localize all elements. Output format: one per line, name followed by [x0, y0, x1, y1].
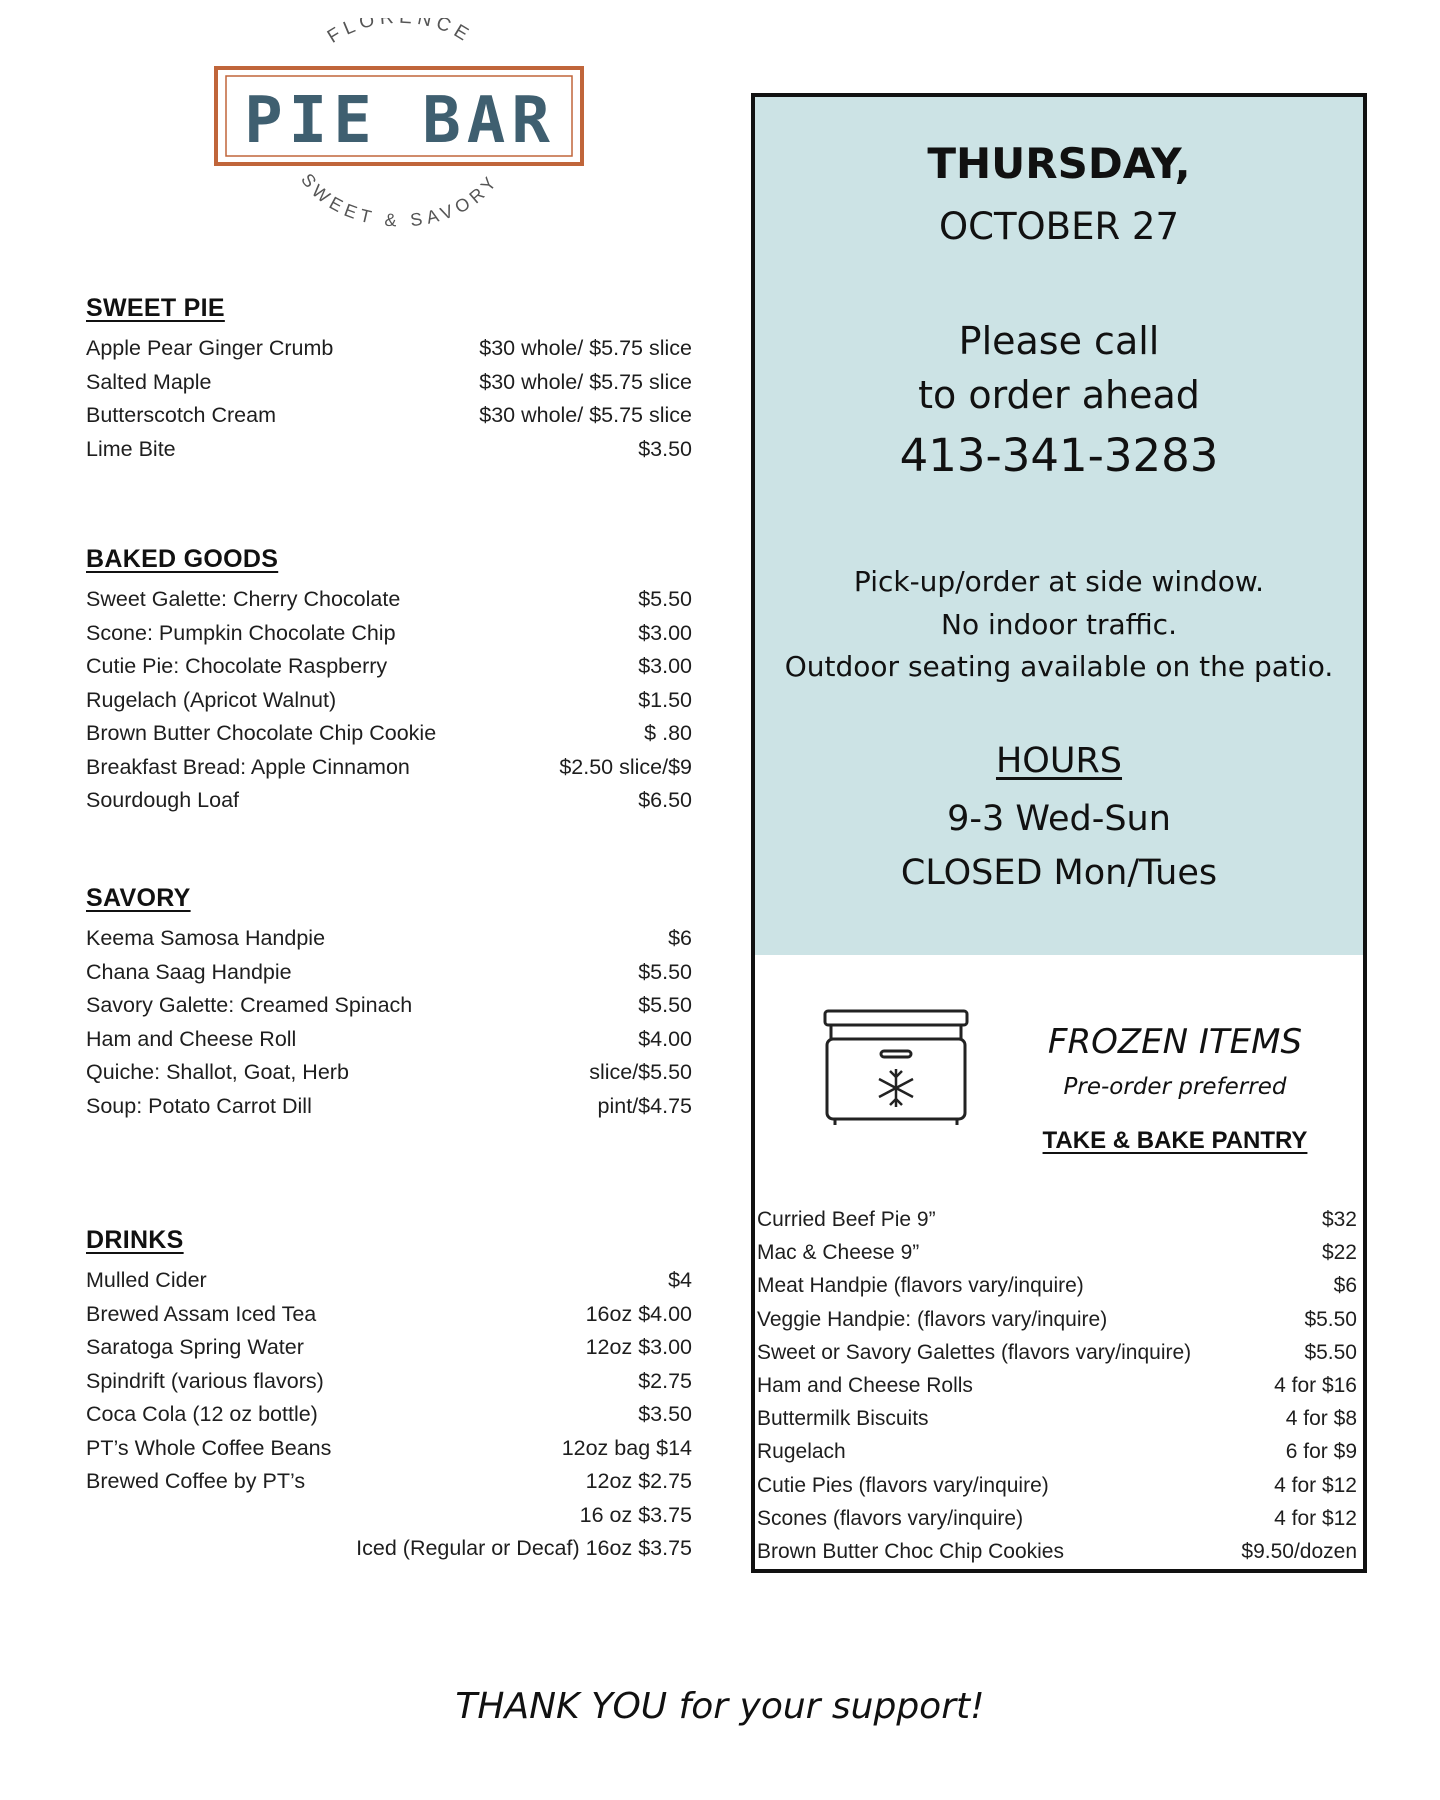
item-name: Sweet or Savory Galettes (flavors vary/inquire): [757, 1340, 1192, 1364]
logo-name: PIE BAR: [244, 84, 556, 158]
pantry-title: TAKE & BAKE PANTRY: [1042, 1127, 1308, 1154]
item-price: slice/$5.50: [589, 1060, 692, 1084]
section-title: BAKED GOODS: [86, 545, 279, 573]
item-name: Lime Bite: [86, 436, 176, 461]
item-price: Iced (Regular or Decaf) 16oz $3.75: [356, 1536, 692, 1560]
menu-item: [86, 922, 692, 956]
item-price: $6.50: [638, 788, 692, 812]
item-list: [86, 1264, 692, 1566]
svg-text:SWEET & SAVORY: [297, 170, 503, 231]
item-price: $9.50/dozen: [1241, 1539, 1357, 1563]
menu-item: [86, 1298, 692, 1332]
call-line-1: Please call: [958, 319, 1160, 363]
section-baked-goods: [86, 545, 692, 818]
menu-item: [86, 1331, 692, 1365]
pickup-line-3: Outdoor seating available on the patio.: [784, 650, 1334, 683]
item-name: Scones (flavors vary/inquire): [757, 1506, 1024, 1530]
item-name: Soup: Potato Carrot Dill: [86, 1093, 312, 1118]
menu-item: [86, 366, 692, 400]
section-sweet-pie: [86, 294, 692, 466]
date-heading: OCTOBER 27: [939, 205, 1179, 248]
item-name: Spindrift (various flavors): [86, 1368, 324, 1393]
menu-item: [757, 1236, 1357, 1269]
menu-item: [86, 1365, 692, 1399]
item-name: Ham and Cheese Roll: [86, 1026, 297, 1051]
item-price: $6: [668, 926, 692, 950]
item-name: Brewed Coffee by PT’s: [86, 1469, 306, 1493]
menu-item: [86, 956, 692, 990]
menu-item: [86, 1532, 692, 1566]
menu-item: [757, 1402, 1357, 1435]
menu-item: [86, 1432, 692, 1466]
item-name: Butterscotch Cream: [86, 403, 276, 427]
item-price: 16 oz $3.75: [579, 1502, 692, 1527]
item-price: $3.50: [638, 436, 692, 461]
item-name: Rugelach (Apricot Walnut): [86, 687, 337, 712]
day-heading: THURSDAY,: [927, 139, 1191, 188]
item-price: 4 for $16: [1274, 1373, 1357, 1397]
item-name: Buttermilk Biscuits: [757, 1407, 929, 1431]
item-name: Quiche: Shallot, Goat, Herb: [86, 1060, 349, 1084]
item-price: $5.50: [638, 587, 692, 611]
item-price: $4.00: [638, 1026, 692, 1051]
item-price: $5.50: [1304, 1307, 1357, 1331]
item-price: $5.50: [1304, 1340, 1357, 1364]
hours-title: HOURS: [995, 741, 1123, 781]
pickup-line-2: No indoor traffic.: [941, 608, 1177, 641]
item-price: $5.50: [638, 959, 692, 984]
menu-item: [86, 1023, 692, 1057]
item-price: 4 for $12: [1274, 1473, 1357, 1497]
item-name: Breakfast Bread: Apple Cinnamon: [86, 754, 410, 779]
logo-top-text: FLO NCE: [323, 18, 476, 48]
section-title: SWEET PIE: [86, 294, 225, 322]
item-price: $3.00: [638, 620, 692, 645]
pickup-line-1: Pick-up/order at side window.: [853, 565, 1265, 598]
menu-item: [86, 1499, 692, 1533]
item-price: $3.00: [638, 654, 692, 678]
item-price: $22: [1321, 1241, 1357, 1265]
item-price: $5.50: [638, 993, 692, 1017]
item-price: 12oz $2.75: [585, 1469, 692, 1493]
item-name: Scone: Pumpkin Chocolate Chip: [86, 620, 396, 645]
menu-item: [757, 1502, 1357, 1535]
item-name: Mac & Cheese 9”: [757, 1241, 920, 1265]
menu-item: [757, 1369, 1357, 1402]
menu-item: [86, 989, 692, 1023]
hours-line-1: 9-3 Wed-Sun: [947, 799, 1171, 839]
menu-item: [86, 1056, 692, 1090]
menu-item: [86, 684, 692, 718]
menu-item: [86, 717, 692, 751]
item-name: Rugelach: [757, 1440, 846, 1464]
menu-item: [86, 1398, 692, 1432]
info-box: [751, 93, 1367, 1573]
item-name: Saratoga Spring Water: [86, 1335, 304, 1359]
item-price: 16oz $4.00: [585, 1301, 692, 1326]
item-name: Keema Samosa Handpie: [86, 926, 326, 950]
item-name: Veggie Handpie: (flavors vary/inquire): [757, 1307, 1108, 1331]
item-price: pint/$4.75: [597, 1093, 692, 1118]
menu-item: [86, 332, 692, 366]
item-name: Cutie Pies (flavors vary/inquire): [757, 1473, 1049, 1497]
pantry-item-list: [757, 1203, 1357, 1568]
menu-item: [757, 1336, 1357, 1369]
item-price: $30 whole/ $5.75 slice: [479, 403, 692, 427]
item-price: $30 whole/ $5.75 slice: [479, 336, 692, 360]
menu-item: [86, 1090, 692, 1124]
item-name: Chana Saag Handpie: [86, 959, 292, 984]
item-name: Meat Handpie (flavors vary/inquire): [757, 1274, 1084, 1298]
menu-item: [86, 583, 692, 617]
item-price: $4: [668, 1268, 692, 1292]
menu-item: [757, 1435, 1357, 1468]
item-price: $6: [1333, 1274, 1357, 1298]
menu-item: [757, 1535, 1357, 1568]
item-name: Brown Butter Choc Chip Cookies: [757, 1539, 1064, 1563]
item-name: Coca Cola (12 oz bottle): [86, 1402, 318, 1426]
hours-line-2: CLOSED Mon/Tues: [900, 853, 1218, 893]
frozen-subtitle: Pre-order preferred: [1063, 1074, 1287, 1100]
item-price: $2.50 slice/$9: [559, 754, 692, 779]
item-name: Mulled Cider: [86, 1268, 207, 1292]
call-line-2: to order ahead: [918, 373, 1200, 417]
section-title: DRINKS: [86, 1226, 184, 1254]
menu-item: [757, 1469, 1357, 1502]
item-name: Apple Pear Ginger Crumb: [86, 336, 334, 360]
menu-item: [86, 1264, 692, 1298]
item-price: $30 whole/ $5.75 slice: [479, 369, 692, 394]
item-price: 4 for $12: [1274, 1506, 1357, 1530]
freezer-icon: [821, 1007, 971, 1129]
menu-item: [757, 1269, 1357, 1302]
item-price: 12oz $3.00: [585, 1335, 692, 1359]
item-price: $2.75: [638, 1368, 692, 1393]
item-list: [86, 922, 692, 1123]
logo-bottom-text: SWEET & SAVORY: [297, 169, 503, 231]
menu-item: [86, 650, 692, 684]
item-name: Cutie Pie: Chocolate Raspberry: [86, 654, 388, 678]
item-name: Curried Beef Pie 9”: [757, 1208, 936, 1231]
menu-item: [757, 1203, 1357, 1236]
menu-item: [86, 1465, 692, 1499]
svg-text:FLORENCE: [324, 18, 476, 48]
phone-number: 413-341-3283: [899, 429, 1219, 482]
item-name: Brown Butter Chocolate Chip Cookie: [86, 721, 437, 745]
item-name: Brewed Assam Iced Tea: [86, 1301, 317, 1326]
frozen-title: FROZEN ITEMS: [1047, 1022, 1303, 1062]
menu-item: [86, 433, 692, 467]
menu-item: [757, 1303, 1357, 1336]
item-name: Sourdough Loaf: [86, 788, 240, 812]
section-drinks: [86, 1226, 692, 1566]
section-savory: [86, 884, 692, 1123]
menu-item: [86, 784, 692, 818]
logo: [214, 18, 586, 240]
item-name: Sweet Galette: Cherry Chocolate: [86, 587, 401, 611]
item-price: $3.50: [638, 1402, 692, 1426]
menu-item: [86, 399, 692, 433]
item-price: 12oz bag $14: [561, 1435, 692, 1460]
info-panel: [755, 97, 1363, 955]
item-price: $1.50: [638, 687, 692, 712]
item-list: [86, 583, 692, 818]
item-name: Salted Maple: [86, 369, 212, 394]
item-price: 6 for $9: [1285, 1440, 1357, 1464]
section-title: SAVORY: [86, 884, 191, 912]
item-price: $32: [1321, 1208, 1357, 1231]
item-price: 4 for $8: [1285, 1407, 1357, 1431]
item-list: [86, 332, 692, 466]
thank-you-message: THANK YOU for your support!: [455, 1686, 985, 1727]
item-name: PT’s Whole Coffee Beans: [86, 1435, 332, 1460]
menu-item: [86, 617, 692, 651]
item-name: Savory Galette: Creamed Spinach: [86, 993, 413, 1017]
item-name: Ham and Cheese Rolls: [757, 1373, 973, 1397]
menu-item: [86, 751, 692, 785]
item-price: $ .80: [644, 721, 692, 745]
